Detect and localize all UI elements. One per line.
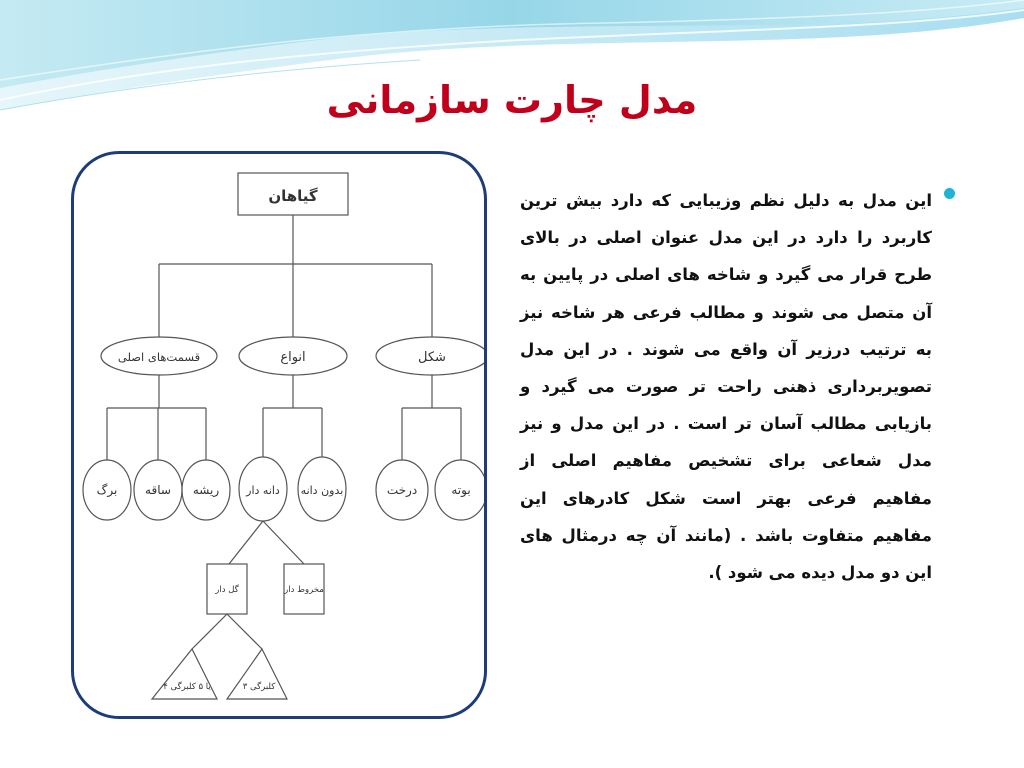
body-paragraph: این مدل به دلیل نظم وزیبایی که دارد بیش ترین کاربرد را دارد در این مدل عنوان اصلی در بالای طرح قرار می گیرد و شاخه های اصلی در پایین به آن متصل می شوند و مطالب فرعی هر شاخه نیز به ترتیب درزیر آن واقع می شوند . در این مدل تصویربرداری ذهنی راحت تر صورت می گیرد و بازیابی مطالب آسان تر است . در این مدل و نیز مدل شعاعی برای تشخیص مفاهیم اصلی از مفاهیم فرعی بهتر است شکل کادرهای این مفاهیم متفاوت باشد . (مانند آن چه درمثال های این دو مدل دیده می شود ). (520, 191, 932, 583)
shape-child-tree: درخت (386, 483, 418, 497)
seed-child-conifer: مخروط دار (284, 585, 324, 595)
types-child-seedless: بدون دانه (300, 484, 344, 497)
parts-child-stem: ساقه (145, 483, 171, 497)
branch-parts-label: قسمت‌های اصلی (117, 350, 201, 364)
org-chart-diagram (74, 154, 487, 719)
seed-child-flowering: گل دار (215, 585, 239, 595)
flower-child-four-five: ۴ یا ۵ کلبرگی (163, 682, 211, 692)
flower-child-three: ۳ کلبرگی (242, 682, 276, 692)
slide-title: مدل چارت سازمانی (326, 78, 698, 122)
parts-child-leaf: برگ (96, 483, 118, 497)
parts-child-root: ریشه (192, 483, 220, 497)
bullet-icon (944, 188, 955, 199)
root-node-label: گیاهان (268, 187, 318, 205)
branch-types-label: انواع (280, 350, 306, 365)
branch-shape-label: شکل (418, 350, 446, 365)
shape-child-bush: بوته (451, 483, 471, 497)
org-chart-frame (71, 151, 487, 719)
types-child-seed: دانه دار (246, 484, 280, 497)
